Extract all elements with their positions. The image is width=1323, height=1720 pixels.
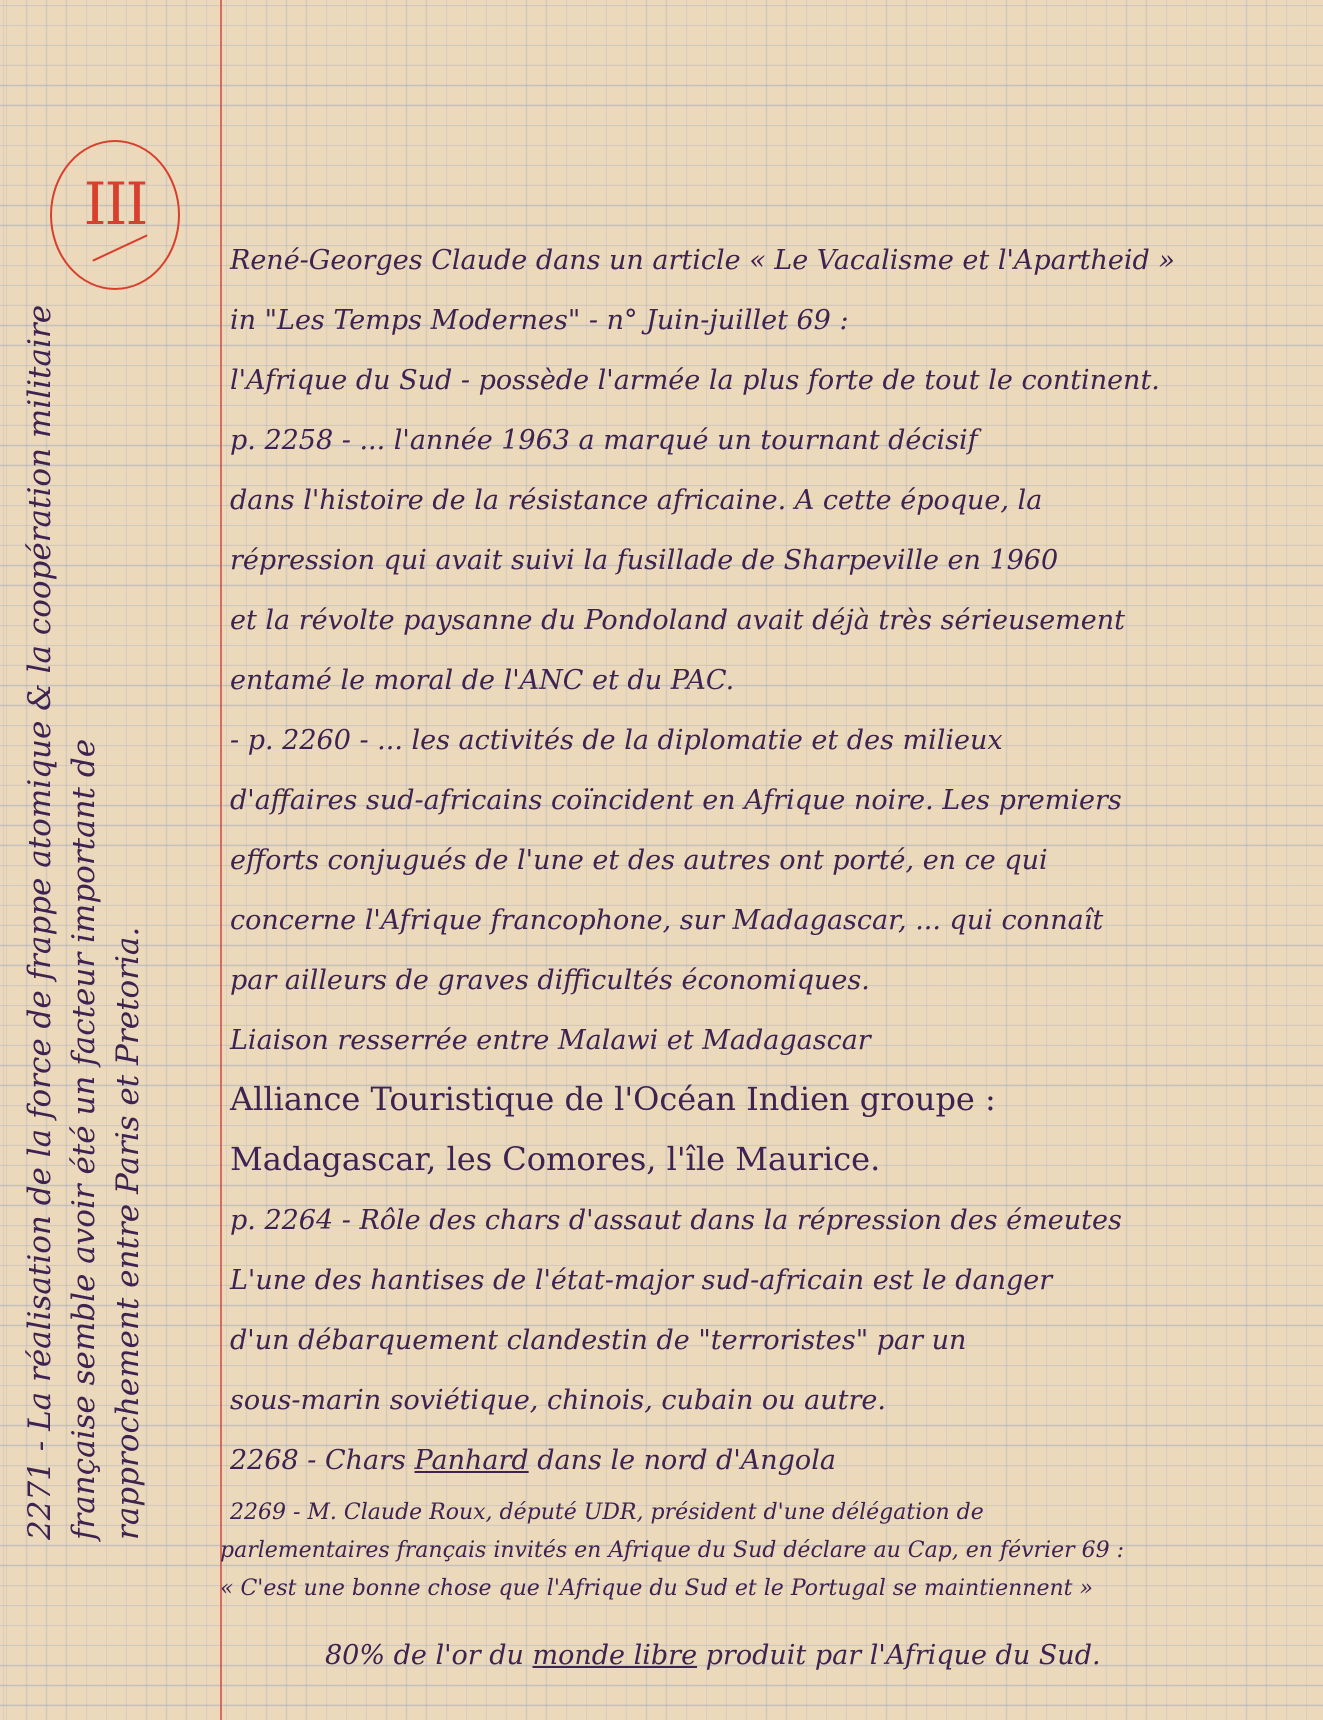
note-line: l'Afrique du Sud - possède l'armée la plus forte de tout le continent. [230, 365, 1160, 396]
note-line: « C'est une bonne chose que l'Afrique du Sud et le Portugal se maintiennent » [220, 1576, 1093, 1601]
note-line: 2269 - M. Claude Roux, député UDR, président d'une délégation de [230, 1500, 984, 1525]
note-line: L'une des hantises de l'état-major sud-africain est le danger [230, 1265, 1053, 1296]
note-fragment: dans le nord d'Angola [537, 1445, 836, 1476]
note-line: entamé le moral de l'ANC et du PAC. [230, 665, 735, 696]
note-line: parlementaires français invités en Afrique du Sud déclare au Cap, en février 69 : [220, 1538, 1125, 1563]
margin-note-line-2: française semble avoir été un facteur important de [66, 738, 102, 1540]
note-line: dans l'histoire de la résistance africaine. A cette époque, la [230, 485, 1043, 516]
stamp-underline [92, 234, 147, 261]
note-line [230, 1445, 836, 1476]
margin-line [220, 0, 222, 1720]
note-line: d'un débarquement clandestin de "terroristes" par un [230, 1325, 967, 1356]
note-fragment-underlined: Panhard [414, 1445, 529, 1476]
note-line: Alliance Touristique de l'Océan Indien groupe : [230, 1080, 996, 1118]
note-fragment: 80% de l'or du [325, 1640, 524, 1671]
roman-numeral-stamp [50, 140, 180, 290]
note-line [325, 1640, 1101, 1671]
note-line: concerne l'Afrique francophone, sur Madagascar, ... qui connaît [230, 905, 1104, 936]
note-line: Madagascar, les Comores, l'île Maurice. [230, 1140, 881, 1178]
note-line: par ailleurs de graves difficultés économiques. [230, 965, 870, 996]
note-line: sous-marin soviétique, chinois, cubain ou autre. [230, 1385, 886, 1416]
note-line: - p. 2260 - ... les activités de la diplomatie et des milieux [230, 725, 1003, 756]
margin-note-line-3: rapprochement entre Paris et Pretoria. [110, 926, 146, 1540]
note-line: in "Les Temps Modernes" - n° Juin-juillet 69 : [230, 305, 849, 336]
stamp-numeral: III [83, 170, 147, 238]
note-line: d'affaires sud-africains coïncident en Afrique noire. Les premiers [230, 785, 1122, 816]
note-line: répression qui avait suivi la fusillade de Sharpeville en 1960 [230, 545, 1059, 576]
note-line: et la révolte paysanne du Pondoland avait déjà très sérieusement [230, 605, 1125, 636]
margin-note [18, 280, 168, 1540]
margin-note-line-1: 2271 - La réalisation de la force de frappe atomique & la coopération militaire [22, 304, 58, 1540]
note-fragment-underlined: monde libre [532, 1640, 698, 1671]
note-line: efforts conjugués de l'une et des autres ont porté, en ce qui [230, 845, 1048, 876]
note-line: p. 2264 - Rôle des chars d'assaut dans la répression des émeutes [230, 1205, 1122, 1236]
note-line: René-Georges Claude dans un article « Le Vacalisme et l'Apartheid » [230, 245, 1175, 276]
note-line: p. 2258 - ... l'année 1963 a marqué un tournant décisif [230, 425, 978, 456]
note-line: Liaison resserrée entre Malawi et Madagascar [230, 1025, 871, 1056]
note-fragment: produit par l'Afrique du Sud. [705, 1640, 1101, 1671]
note-fragment: 2268 - Chars [230, 1445, 406, 1476]
